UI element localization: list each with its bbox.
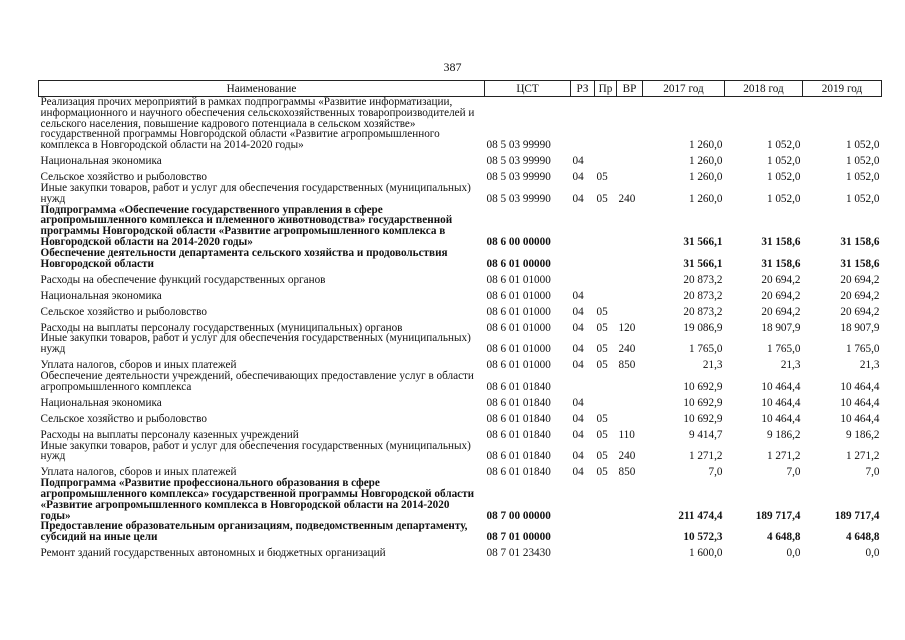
cell-cst: 08 6 01 01000 bbox=[486, 305, 551, 318]
cell-pr: 05 bbox=[596, 171, 608, 184]
cell-pr: 05 bbox=[596, 412, 608, 425]
cell-cst: 08 7 01 00000 bbox=[486, 531, 551, 544]
cell-2017: 31 566,1 bbox=[683, 257, 723, 270]
cell-2017: 20 873,2 bbox=[683, 305, 723, 318]
table-row bbox=[39, 248, 882, 270]
cell-2018: 20 694,2 bbox=[761, 289, 801, 302]
cell-2018: 4 648,8 bbox=[766, 531, 801, 544]
cell-2019: 1 052,0 bbox=[845, 155, 880, 168]
cell-2017: 7,0 bbox=[708, 466, 723, 479]
cell-rz: 04 bbox=[572, 396, 584, 409]
cell-2017: 211 474,4 bbox=[678, 509, 723, 522]
cell-2017: 10 572,3 bbox=[683, 531, 723, 544]
cell-vr bbox=[617, 301, 643, 317]
cell-rz: 04 bbox=[572, 321, 584, 334]
cell-cst: 08 6 01 01840 bbox=[486, 450, 551, 463]
cell-cst: 08 6 01 01840 bbox=[486, 466, 551, 479]
cell-2019: 20 694,2 bbox=[840, 305, 880, 318]
cell-name: Предоставление образовательным организациям, подведомственным департаменту, субсидий на иные цели bbox=[40, 520, 468, 544]
cell-cst: 08 6 01 01000 bbox=[486, 359, 551, 372]
table-row bbox=[39, 543, 882, 559]
cell-name: Расходы на выплаты персоналу казенных учреждений bbox=[40, 428, 299, 441]
cell-pr: 05 bbox=[596, 428, 608, 441]
table-row bbox=[39, 205, 882, 248]
cell-name: Сельское хозяйство и рыболовство bbox=[40, 412, 207, 425]
cell-pr: 05 bbox=[596, 192, 608, 205]
cell-rz: 04 bbox=[572, 343, 584, 356]
table-row bbox=[39, 393, 882, 409]
header-2019: 2019 год bbox=[803, 81, 882, 97]
cell-rz: 04 bbox=[572, 289, 584, 302]
cell-2018: 21,3 bbox=[780, 359, 801, 372]
cell-2017: 10 692,9 bbox=[683, 412, 723, 425]
cell-vr bbox=[617, 167, 643, 183]
cell-2019: 10 464,4 bbox=[840, 412, 880, 425]
cell-name: Национальная экономика bbox=[40, 396, 162, 409]
table-row bbox=[39, 462, 882, 478]
cell-name: Уплата налогов, сборов и иных платежей bbox=[40, 466, 237, 479]
cell-vr bbox=[617, 521, 643, 543]
cell-2019: 1 052,0 bbox=[845, 139, 880, 152]
cell-vr bbox=[617, 409, 643, 425]
cell-2018: 10 464,4 bbox=[761, 380, 801, 393]
cell-2018: 31 158,6 bbox=[761, 257, 801, 270]
table-row bbox=[39, 183, 882, 205]
cell-rz: 04 bbox=[572, 412, 584, 425]
cell-vr bbox=[617, 97, 643, 151]
table-row bbox=[39, 371, 882, 393]
cell-vr bbox=[617, 205, 643, 248]
cell-2017: 21,3 bbox=[702, 359, 723, 372]
cell-name: Расходы на выплаты персоналу государственных (муниципальных) органов bbox=[40, 321, 403, 334]
table-row bbox=[39, 269, 882, 285]
cell-cst: 08 7 01 23430 bbox=[486, 547, 551, 560]
cell-2017: 10 692,9 bbox=[683, 380, 723, 393]
cell-cst: 08 5 03 99990 bbox=[486, 192, 551, 205]
page-number: 387 bbox=[443, 60, 462, 74]
cell-cst: 08 6 01 01000 bbox=[486, 321, 551, 334]
cell-vr: 240 bbox=[618, 192, 636, 205]
header-2018: 2018 год bbox=[725, 81, 803, 97]
cell-pr bbox=[595, 285, 617, 301]
header-cst: ЦСТ bbox=[485, 81, 571, 97]
cell-vr: 850 bbox=[618, 466, 636, 479]
cell-cst: 08 6 01 01000 bbox=[486, 273, 551, 286]
cell-cst: 08 5 03 99990 bbox=[486, 139, 551, 152]
cell-2019: 21,3 bbox=[859, 359, 880, 372]
table-row bbox=[39, 97, 882, 151]
cell-cst: 08 6 01 01840 bbox=[486, 412, 551, 425]
cell-rz bbox=[571, 97, 595, 151]
cell-2017: 1 271,2 bbox=[688, 450, 723, 463]
cell-2018: 1 052,0 bbox=[766, 171, 801, 184]
header-pr: Пр bbox=[595, 81, 617, 97]
cell-cst: 08 5 03 99990 bbox=[486, 171, 551, 184]
cell-name: Ремонт зданий государственных автономных и бюджетных организаций bbox=[40, 547, 386, 560]
budget-table bbox=[38, 80, 882, 559]
cell-rz bbox=[571, 248, 595, 270]
cell-vr bbox=[617, 285, 643, 301]
cell-pr: 05 bbox=[596, 359, 608, 372]
cell-pr bbox=[595, 97, 617, 151]
cell-2017: 20 873,2 bbox=[683, 289, 723, 302]
cell-pr bbox=[595, 205, 617, 248]
table-row bbox=[39, 409, 882, 425]
cell-2019: 10 464,4 bbox=[840, 380, 880, 393]
cell-cst: 08 6 01 01840 bbox=[486, 396, 551, 409]
cell-name: Расходы на обеспечение функций государственных органов bbox=[40, 273, 326, 286]
table-row bbox=[39, 521, 882, 543]
cell-rz bbox=[571, 543, 595, 559]
cell-rz: 04 bbox=[572, 450, 584, 463]
cell-2017: 31 566,1 bbox=[683, 235, 723, 248]
table-row bbox=[39, 151, 882, 167]
cell-vr bbox=[617, 543, 643, 559]
cell-cst: 08 7 00 00000 bbox=[486, 509, 551, 522]
cell-rz bbox=[571, 269, 595, 285]
cell-2018: 7,0 bbox=[786, 466, 801, 479]
header-name: Наименование bbox=[39, 81, 485, 97]
cell-2018: 10 464,4 bbox=[761, 396, 801, 409]
cell-pr bbox=[595, 393, 617, 409]
cell-name: Национальная экономика bbox=[40, 155, 162, 168]
cell-vr: 240 bbox=[618, 343, 636, 356]
cell-2017: 20 873,2 bbox=[683, 273, 723, 286]
cell-pr bbox=[595, 151, 617, 167]
cell-2019: 31 158,6 bbox=[840, 235, 880, 248]
cell-2019: 1 052,0 bbox=[845, 192, 880, 205]
table-row bbox=[39, 317, 882, 333]
cell-2018: 10 464,4 bbox=[761, 412, 801, 425]
cell-2019: 10 464,4 bbox=[840, 396, 880, 409]
cell-cst: 08 5 03 99990 bbox=[486, 155, 551, 168]
cell-2018: 9 186,2 bbox=[766, 428, 801, 441]
cell-2018: 20 694,2 bbox=[761, 273, 801, 286]
cell-rz bbox=[571, 371, 595, 393]
cell-rz bbox=[571, 521, 595, 543]
table-row bbox=[39, 285, 882, 301]
cell-2018: 189 717,4 bbox=[755, 509, 801, 522]
cell-2017: 1 600,0 bbox=[688, 547, 723, 560]
cell-pr bbox=[595, 371, 617, 393]
cell-2019: 1 271,2 bbox=[845, 450, 880, 463]
cell-2018: 1 052,0 bbox=[766, 139, 801, 152]
cell-2019: 20 694,2 bbox=[840, 289, 880, 302]
cell-pr: 05 bbox=[596, 305, 608, 318]
cell-2019: 4 648,8 bbox=[845, 531, 880, 544]
table-row bbox=[39, 478, 882, 521]
cell-name: Уплата налогов, сборов и иных платежей bbox=[40, 359, 237, 372]
cell-vr bbox=[617, 248, 643, 270]
table-row bbox=[39, 167, 882, 183]
cell-vr bbox=[617, 393, 643, 409]
cell-2019: 7,0 bbox=[865, 466, 880, 479]
cell-pr bbox=[595, 269, 617, 285]
cell-name: Подпрограмма «Развитие профессионального образования в сфере агропромышленного комплекса» государственной программы Новгородской области «Развитие агропромышленного комплекса в Новгородской области на 2014-2020 годы» bbox=[40, 477, 475, 522]
header-row bbox=[39, 81, 882, 97]
cell-name: Иные закупки товаров, работ и услуг для обеспечения государственных (муниципальных) нужд bbox=[40, 332, 471, 356]
header-vr: ВР bbox=[617, 81, 643, 97]
cell-rz: 04 bbox=[572, 305, 584, 318]
cell-name: Подпрограмма «Обеспечение государственного управления в сфере агропромышленного комплекса и племенного животноводства» государственной программы Новгородской области «Развитие агропромышленного комплекса в Новгородской области на 2014-2020 годы» bbox=[40, 203, 453, 248]
cell-2019: 189 717,4 bbox=[834, 509, 880, 522]
cell-2017: 1 260,0 bbox=[688, 171, 723, 184]
cell-2019: 0,0 bbox=[865, 547, 880, 560]
cell-rz: 04 bbox=[572, 359, 584, 372]
cell-2018: 18 907,9 bbox=[761, 321, 801, 334]
cell-name: Сельское хозяйство и рыболовство bbox=[40, 305, 207, 318]
cell-2019: 1 052,0 bbox=[845, 171, 880, 184]
cell-2017: 19 086,9 bbox=[683, 321, 723, 334]
cell-rz bbox=[571, 205, 595, 248]
cell-2017: 10 692,9 bbox=[683, 396, 723, 409]
cell-2018: 1 271,2 bbox=[766, 450, 801, 463]
cell-vr: 120 bbox=[618, 321, 636, 334]
table-row bbox=[39, 301, 882, 317]
cell-2019: 9 186,2 bbox=[845, 428, 880, 441]
cell-name: Иные закупки товаров, работ и услуг для обеспечения государственных (муниципальных) нужд bbox=[40, 439, 471, 463]
cell-rz bbox=[571, 478, 595, 521]
cell-pr bbox=[595, 478, 617, 521]
cell-pr: 05 bbox=[596, 321, 608, 334]
cell-cst: 08 6 01 01840 bbox=[486, 428, 551, 441]
cell-vr bbox=[617, 269, 643, 285]
cell-name: Реализация прочих мероприятий в рамках подпрограммы «Развитие информатизации, информационного и научного обеспечения сельскохозяйственных товаропроизводителей и сельского населения, повышение кадрового потенциала в сельском хозяйстве» государственной программы Новгородской области «Развитие агропромышленного комплекса в Новгородской области на 2014-2020 годы» bbox=[40, 96, 475, 152]
cell-pr bbox=[595, 248, 617, 270]
cell-pr bbox=[595, 521, 617, 543]
cell-cst: 08 6 00 00000 bbox=[486, 235, 551, 248]
cell-2019: 20 694,2 bbox=[840, 273, 880, 286]
cell-rz: 04 bbox=[572, 428, 584, 441]
cell-name: Сельское хозяйство и рыболовство bbox=[40, 171, 207, 184]
cell-rz: 04 bbox=[572, 171, 584, 184]
cell-2019: 31 158,6 bbox=[840, 257, 880, 270]
cell-2017: 1 765,0 bbox=[688, 343, 723, 356]
cell-2019: 1 765,0 bbox=[845, 343, 880, 356]
table-row bbox=[39, 425, 882, 441]
cell-2017: 1 260,0 bbox=[688, 155, 723, 168]
cell-name: Обеспечение деятельности учреждений, обеспечивающих предоставление услуг в области агропромышленного комплекса bbox=[40, 369, 474, 393]
cell-2018: 31 158,6 bbox=[761, 235, 801, 248]
cell-vr bbox=[617, 478, 643, 521]
header-rz: РЗ bbox=[571, 81, 595, 97]
table-row bbox=[39, 333, 882, 355]
header-2017: 2017 год bbox=[643, 81, 725, 97]
cell-rz: 04 bbox=[572, 192, 584, 205]
cell-vr: 240 bbox=[618, 450, 636, 463]
cell-2018: 1 765,0 bbox=[766, 343, 801, 356]
cell-2018: 1 052,0 bbox=[766, 155, 801, 168]
cell-name: Национальная экономика bbox=[40, 289, 162, 302]
cell-2019: 18 907,9 bbox=[840, 321, 880, 334]
table-row bbox=[39, 355, 882, 371]
cell-2017: 9 414,7 bbox=[688, 428, 723, 441]
cell-rz: 04 bbox=[572, 466, 584, 479]
cell-cst: 08 6 01 01840 bbox=[486, 380, 551, 393]
cell-2017: 1 260,0 bbox=[688, 139, 723, 152]
cell-vr bbox=[617, 371, 643, 393]
cell-2017: 1 260,0 bbox=[688, 192, 723, 205]
cell-vr: 850 bbox=[618, 359, 636, 372]
cell-cst: 08 6 01 00000 bbox=[486, 257, 551, 270]
cell-pr: 05 bbox=[596, 343, 608, 356]
cell-name: Обеспечение деятельности департамента сельского хозяйства и продовольствия Новгородской области bbox=[40, 246, 448, 270]
cell-cst: 08 6 01 01000 bbox=[486, 343, 551, 356]
cell-pr bbox=[595, 543, 617, 559]
cell-vr: 110 bbox=[618, 428, 635, 441]
cell-cst: 08 6 01 01000 bbox=[486, 289, 551, 302]
cell-rz: 04 bbox=[572, 155, 584, 168]
cell-name: Иные закупки товаров, работ и услуг для обеспечения государственных (муниципальных) нужд bbox=[40, 181, 471, 205]
cell-2018: 0,0 bbox=[786, 547, 801, 560]
cell-vr bbox=[617, 151, 643, 167]
cell-2018: 20 694,2 bbox=[761, 305, 801, 318]
table-header bbox=[39, 81, 882, 97]
cell-2018: 1 052,0 bbox=[766, 192, 801, 205]
table-row bbox=[39, 441, 882, 463]
cell-pr: 05 bbox=[596, 466, 608, 479]
table-body bbox=[39, 97, 882, 559]
cell-pr: 05 bbox=[596, 450, 608, 463]
